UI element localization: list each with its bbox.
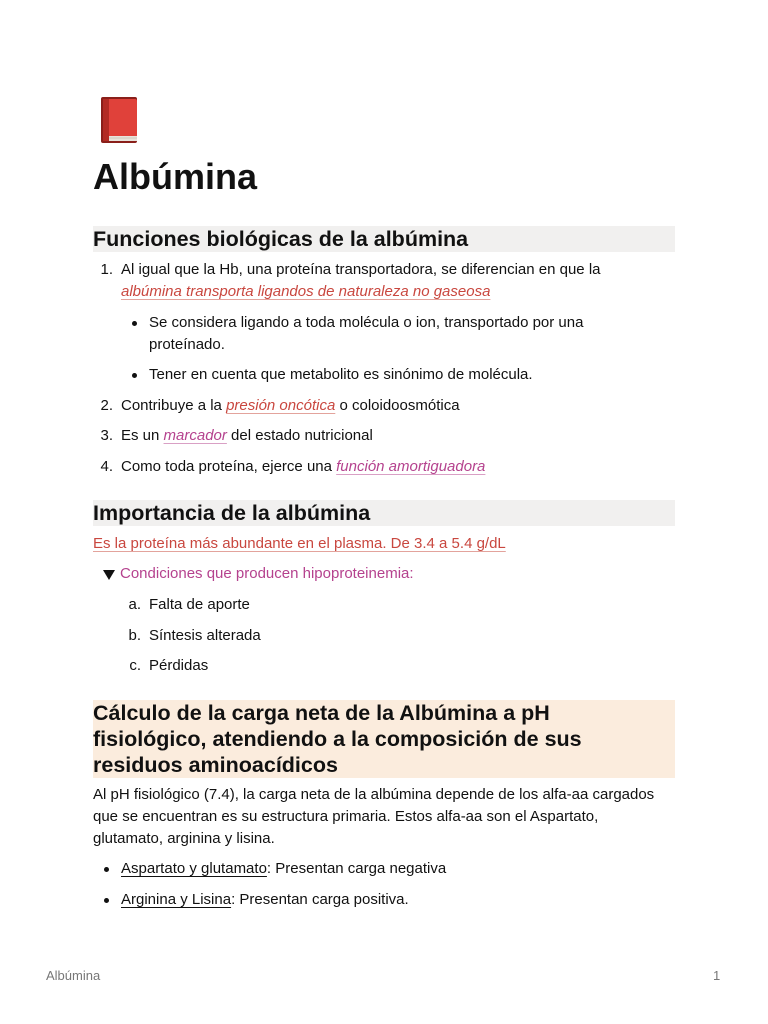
- marcador-link[interactable]: marcador: [163, 427, 227, 444]
- bullet-item: [121, 889, 409, 911]
- bullet-dot: [104, 898, 109, 903]
- sub-bullet-text: Se considera ligando a toda molécula o ion, transportado por una: [149, 314, 584, 331]
- paragraph-line: Al pH fisiológico (7.4), la carga neta de la albúmina depende de los alfa-aa cargados: [93, 786, 655, 803]
- term-arginina-lisina: Arginina y Lisina: [121, 891, 232, 908]
- list-letter: b.: [128, 627, 141, 644]
- item2-suffix: o coloidoosmótica: [335, 397, 460, 414]
- toggle-text[interactable]: Condiciones que producen hipoproteinemia:: [120, 565, 414, 582]
- item4-prefix: Como toda proteína, ejerce una: [121, 458, 337, 475]
- funcion-amortiguadora-link[interactable]: función amortiguadora: [336, 458, 486, 475]
- section-heading-funciones: Funciones biológicas de la albúmina: [93, 226, 675, 252]
- list-item-text: [121, 259, 601, 281]
- section-heading-importancia: Importancia de la albúmina: [93, 500, 675, 526]
- bullet-dot: [132, 373, 137, 378]
- list-number: 3.: [100, 427, 113, 444]
- list-item-text: [121, 281, 490, 303]
- list-number: 4.: [100, 458, 113, 475]
- list-number: 1.: [100, 261, 113, 278]
- abundance-fact: Es la proteína más abundante en el plasma. De 3.4 a 5.4 g/dL: [93, 535, 506, 552]
- heading-line: residuos aminoacídicos: [93, 753, 338, 777]
- heading-line: Cálculo de la carga neta de la Albúmina a pH: [93, 701, 550, 725]
- term-aspartato-glutamato: Aspartato y glutamato: [121, 860, 267, 877]
- item3-prefix: Es un: [121, 427, 164, 444]
- paragraph-line: que se encuentran es su estructura primaria. Estos alfa-aa son el Aspartato,: [93, 808, 599, 825]
- list-item-text: [121, 395, 460, 417]
- bullet-description: : Presentan carga positiva.: [231, 891, 409, 908]
- heading-line: fisiológico, atendiendo a la composición de sus: [93, 727, 582, 751]
- presion-oncotica-link[interactable]: presión oncótica: [226, 397, 336, 414]
- section-heading-calculo: [93, 700, 675, 778]
- footer-title: Albúmina: [46, 968, 101, 983]
- paragraph-line: glutamato, arginina y lisina.: [93, 830, 275, 847]
- bullet-dot: [104, 867, 109, 872]
- list-item-text: [121, 456, 485, 478]
- item2-prefix: Contribuye a la: [121, 397, 227, 414]
- item1-prefix: Al igual que la Hb, una proteína transportadora, se diferencian en que la: [121, 261, 601, 278]
- highlight-text: [93, 533, 506, 555]
- page-title: Albúmina: [93, 156, 258, 197]
- sub-bullet-text: Tener en cuenta que metabolito es sinónimo de molécula.: [149, 366, 533, 383]
- highlight-link[interactable]: albúmina transporta ligandos de naturaleza no gaseosa: [121, 283, 491, 300]
- list-number: 2.: [100, 397, 113, 414]
- list-item: Pérdidas: [149, 657, 209, 674]
- list-item: Falta de aporte: [149, 596, 250, 613]
- list-letter: c.: [129, 657, 141, 674]
- list-letter: a.: [128, 596, 141, 613]
- bullet-item: [121, 858, 446, 880]
- item3-suffix: del estado nutricional: [226, 427, 373, 444]
- sub-bullet-text: proteínado.: [149, 336, 225, 353]
- toggle-label[interactable]: [120, 563, 414, 585]
- book-icon: [93, 96, 145, 144]
- bullet-dot: [132, 321, 137, 326]
- list-item-text: [121, 425, 373, 447]
- toggle-triangle-icon[interactable]: [103, 570, 115, 580]
- list-item: Síntesis alterada: [149, 627, 261, 644]
- bullet-description: : Presentan carga negativa: [266, 860, 447, 877]
- page-number: 1: [713, 968, 721, 983]
